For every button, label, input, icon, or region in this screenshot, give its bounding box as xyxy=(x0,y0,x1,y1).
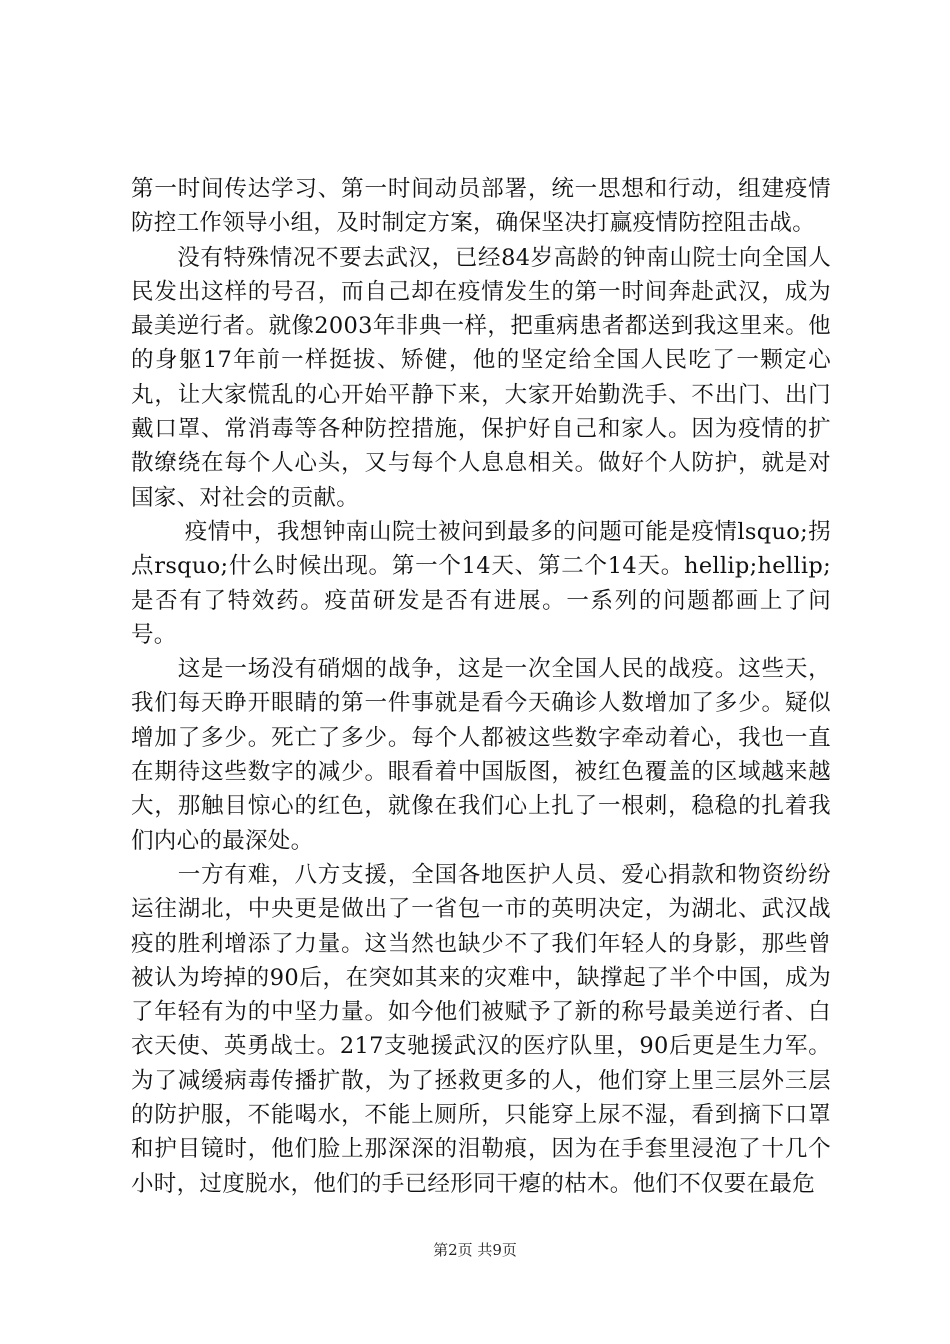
paragraph-1: 第一时间传达学习、第一时间动员部署，统一思想和行动，组建疫情防控工作领导小组，及时制定方案，确保坚决打赢疫情防控阻击战。 xyxy=(131,176,831,237)
document-body xyxy=(131,172,831,1201)
page-number-footer: 第2页 共9页 xyxy=(433,1241,517,1259)
paragraph-2: 没有特殊情况不要去武汉，已经84岁高龄的钟南山院士向全国人民发出这样的号召，而自己却在疫情发生的第一时间奔赴武汉，成为最美逆行者。就像2003年非典一样，把重病患者都送到我这里来。他的身躯17年前一样挺拔、矫健，他的坚定给全国人民吃了一颗定心丸，让大家慌乱的心开始平静下来，大家开始勤洗手、不出门、出门戴口罩、常消毒等各种防控措施，保护好自己和家人。因为疫情的扩散缭绕在每个人心头，又与每个人息息相关。做好个人防护，就是对国家、对社会的贡献。 xyxy=(131,244,831,511)
paragraph-5: 一方有难，八方支援，全国各地医护人员、爱心捐款和物资纷纷运往湖北，中央更是做出了一省包一市的英明决定，为湖北、武汉战疫的胜利增添了力量。这当然也缺少不了我们年轻人的身影，那些曾被认为垮掉的90后，在突如其来的灾难中，缺撑起了半个中国，成为了年轻有为的中坚力量。如今他们被赋予了新的称号最美逆行者、白衣天使、英勇战士。217支驰援武汉的医疗队里，90后更是生力军。为了减缓病毒传播扩散，为了拯救更多的人，他们穿上里三层外三层的防护服，不能喝水，不能上厕所，只能穿上尿不湿，看到摘下口罩和护目镜时，他们脸上那深深的泪勒痕，因为在手套里浸泡了十几个小时，过度脱水，他们的手已经形同干瘪的枯木。他们不仅要在最危 xyxy=(131,861,831,1197)
paragraph-4: 这是一场没有硝烟的战争，这是一次全国人民的战疫。这些天，我们每天睁开眼睛的第一件事就是看今天确诊人数增加了多少。疑似增加了多少。死亡了多少。每个人都被这些数字牵动着心，我也一直在期待这些数字的减少。眼看着中国版图，被红色覆盖的区域越来越大，那触目惊心的红色，就像在我们心上扎了一根刺，稳稳的扎着我们内心的最深处。 xyxy=(131,656,831,854)
paragraph-3: 疫情中，我想钟南山院士被问到最多的问题可能是疫情lsquo;拐点rsquo;什么时候出现。第一个14天、第二个14天。hellip;hellip;是否有了特效药。疫苗研发是否有进展。一系列的问题都画上了问号。 xyxy=(131,518,831,648)
